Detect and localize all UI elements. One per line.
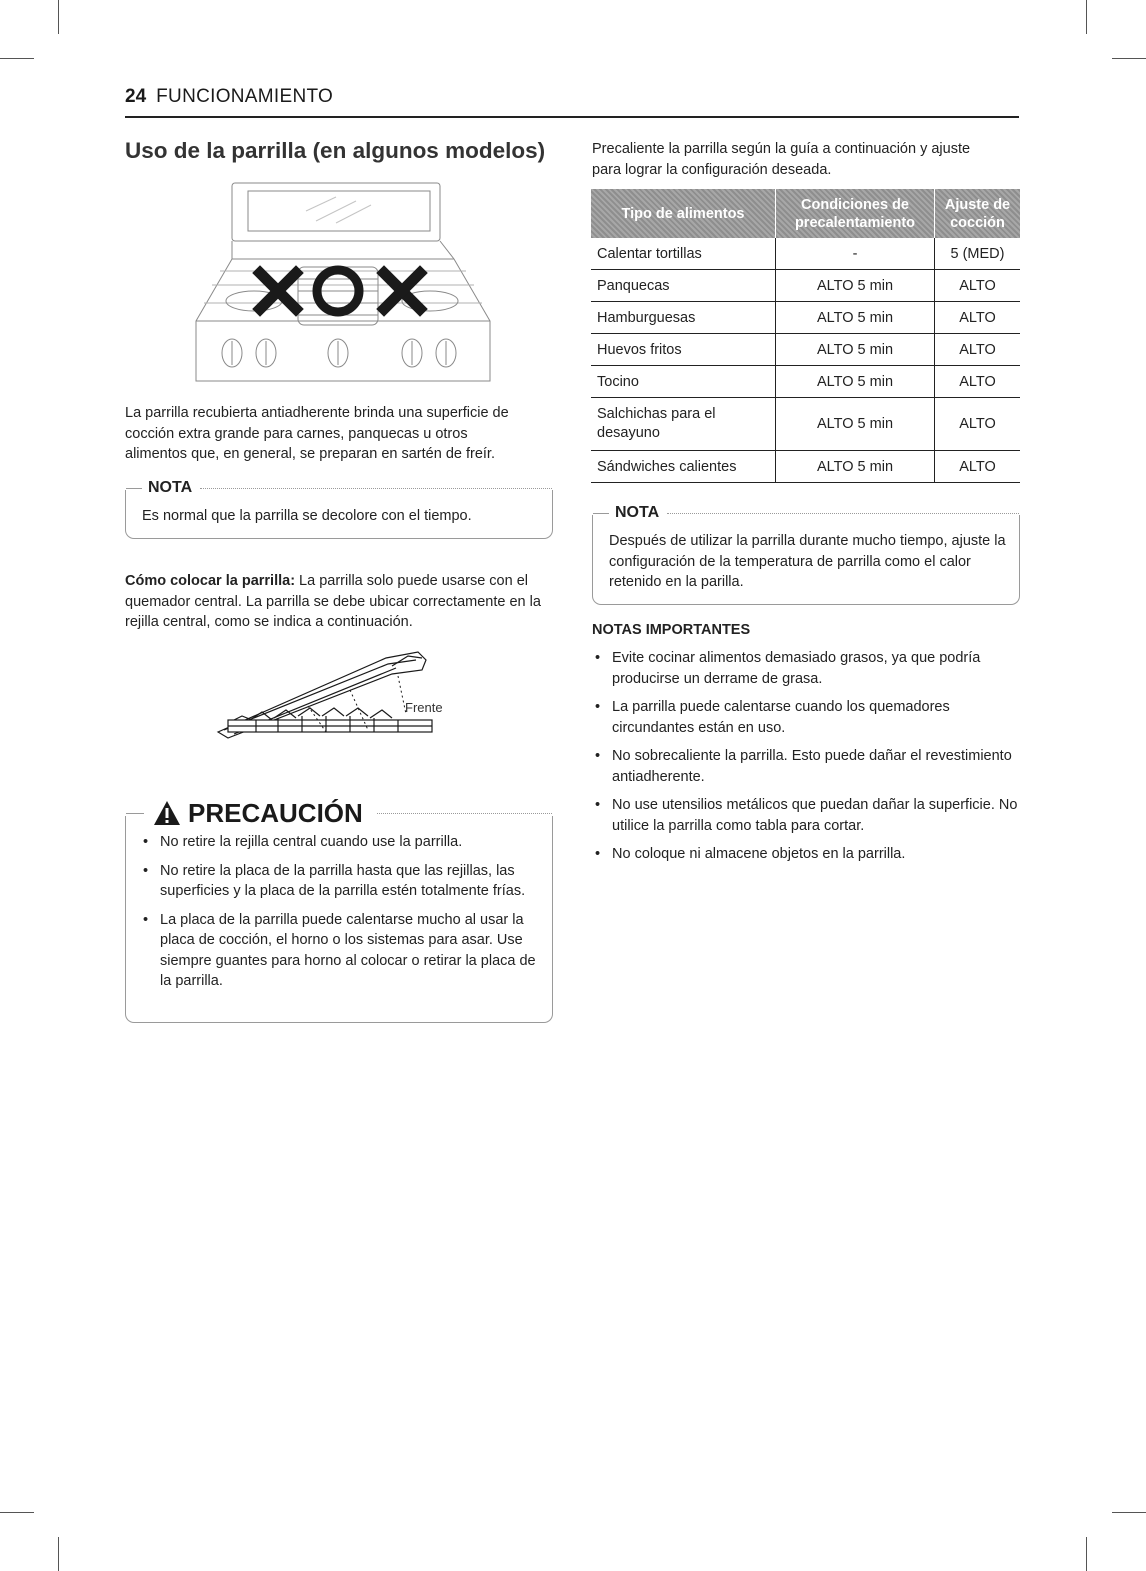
table-cell: Huevos fritos [591,334,776,366]
crop-mark [58,1537,59,1571]
preheat-paragraph: Precaliente la parrilla según la guía a continuación y ajuste para lograr la configuración deseada. [592,141,971,178]
table-row [591,238,1020,270]
table-cell: ALTO 5 min [776,451,935,483]
page-number: 24 [125,86,147,107]
table-cell: ALTO [935,366,1021,398]
column-header: Ajuste de cocción [935,189,1021,238]
list-item: • No retire la placa de la parrilla hasta que las rejillas, las superficies y la placa de la parrilla estén totalmente frías. [140,861,540,902]
table-cell: Sándwiches calientes [591,451,776,483]
crop-mark [58,0,59,34]
intro-paragraph: La parrilla recubierta antiadherente brinda una superficie de cocción extra grande para carnes, panquecas u otros alimentos que, en general, se preparan en sartén de freír. [125,405,509,462]
table-cell: Salchichas para el desayuno [591,398,776,451]
list-item: • Evite cocinar alimentos demasiado grasos, ya que podría producirse un derrame de grasa. [592,648,1020,689]
front-label: Frente [405,700,443,715]
table-row [591,302,1020,334]
table-row [591,398,1020,451]
placement-text: La parrilla solo puede usarse con el quemador central. La parrilla se debe ubicar correctamente en la rejilla central, como se indica a continuación. [125,573,541,630]
table-cell: ALTO [935,334,1021,366]
crop-mark [1112,1512,1146,1513]
table-cell: ALTO [935,398,1021,451]
table-cell: Calentar tortillas [591,238,776,270]
crop-mark [0,1512,34,1513]
table-cell: ALTO [935,451,1021,483]
list-item: • No retire la rejilla central cuando use la parrilla. [140,832,540,853]
table-cell: ALTO [935,270,1021,302]
caution-list [140,832,540,1000]
column-header: Condiciones de precalentamiento [776,189,935,238]
note-text: Es normal que la parrilla se decolore con el tiempo. [142,508,472,524]
list-item: • No coloque ni almacene objetos en la parrilla. [592,844,1020,865]
note-label: NOTA [148,479,193,496]
table-cell: Hamburguesas [591,302,776,334]
table-row [591,451,1020,483]
page-header [125,86,1019,118]
section-title: FUNCIONAMIENTO [156,86,334,107]
important-notes [592,622,1020,873]
note-label: NOTA [615,504,660,521]
table-cell: 5 (MED) [935,238,1021,270]
warning-triangle-icon [152,799,182,827]
note-box [592,504,1020,605]
caution-caption [126,796,552,830]
crop-mark [0,58,34,59]
crop-mark [1086,0,1087,34]
placement-label: Cómo colocar la parrilla: [125,573,296,589]
list-item: • No sobrecaliente la parrilla. Esto puede dañar el revestimiento antiadherente. [592,746,1020,787]
preheat-table [591,189,1020,483]
table-row [591,334,1020,366]
table-cell: ALTO 5 min [776,270,935,302]
important-list [592,648,1020,865]
note-box [125,479,553,539]
table-cell: Tocino [591,366,776,398]
table-cell: ALTO 5 min [776,398,935,451]
note-caption [593,504,1019,522]
list-item: • No use utensilios metálicos que puedan dañar la superficie. No utilice la parrilla como tabla para cortar. [592,795,1020,836]
caution-box [125,797,553,1023]
important-title: NOTAS IMPORTANTES [592,622,751,638]
crop-mark [1112,58,1146,59]
note-text: Después de utilizar la parrilla durante mucho tiempo, ajuste la configuración de la temperatura de parrilla como el calor retenido en la parilla. [609,533,1006,590]
crop-mark [1086,1537,1087,1571]
table-row [591,270,1020,302]
caution-label: PRECAUCIÓN [188,797,363,828]
column-header: Tipo de alimentos [591,189,776,238]
list-item: • La parrilla puede calentarse cuando los quemadores circundantes están en uso. [592,697,1020,738]
table-cell: ALTO 5 min [776,302,935,334]
cooktop-illustration [186,181,498,388]
griddle-placement-illustration [212,648,462,748]
table-cell: ALTO 5 min [776,366,935,398]
table-cell: - [776,238,935,270]
list-item: • La placa de la parrilla puede calentarse mucho al usar la placa de cocción, el horno o los sistemas para asar. Use siempre guantes para horno al colocar o retirar la placa de la parrilla. [140,910,540,992]
table-header-row [591,189,1020,238]
placement-paragraph [125,571,553,633]
table-row [591,366,1020,398]
table-cell: ALTO 5 min [776,334,935,366]
page-title: Uso de la parrilla (en algunos modelos) [125,138,546,163]
table-cell: Panquecas [591,270,776,302]
table-cell: ALTO [935,302,1021,334]
note-caption [126,479,552,497]
